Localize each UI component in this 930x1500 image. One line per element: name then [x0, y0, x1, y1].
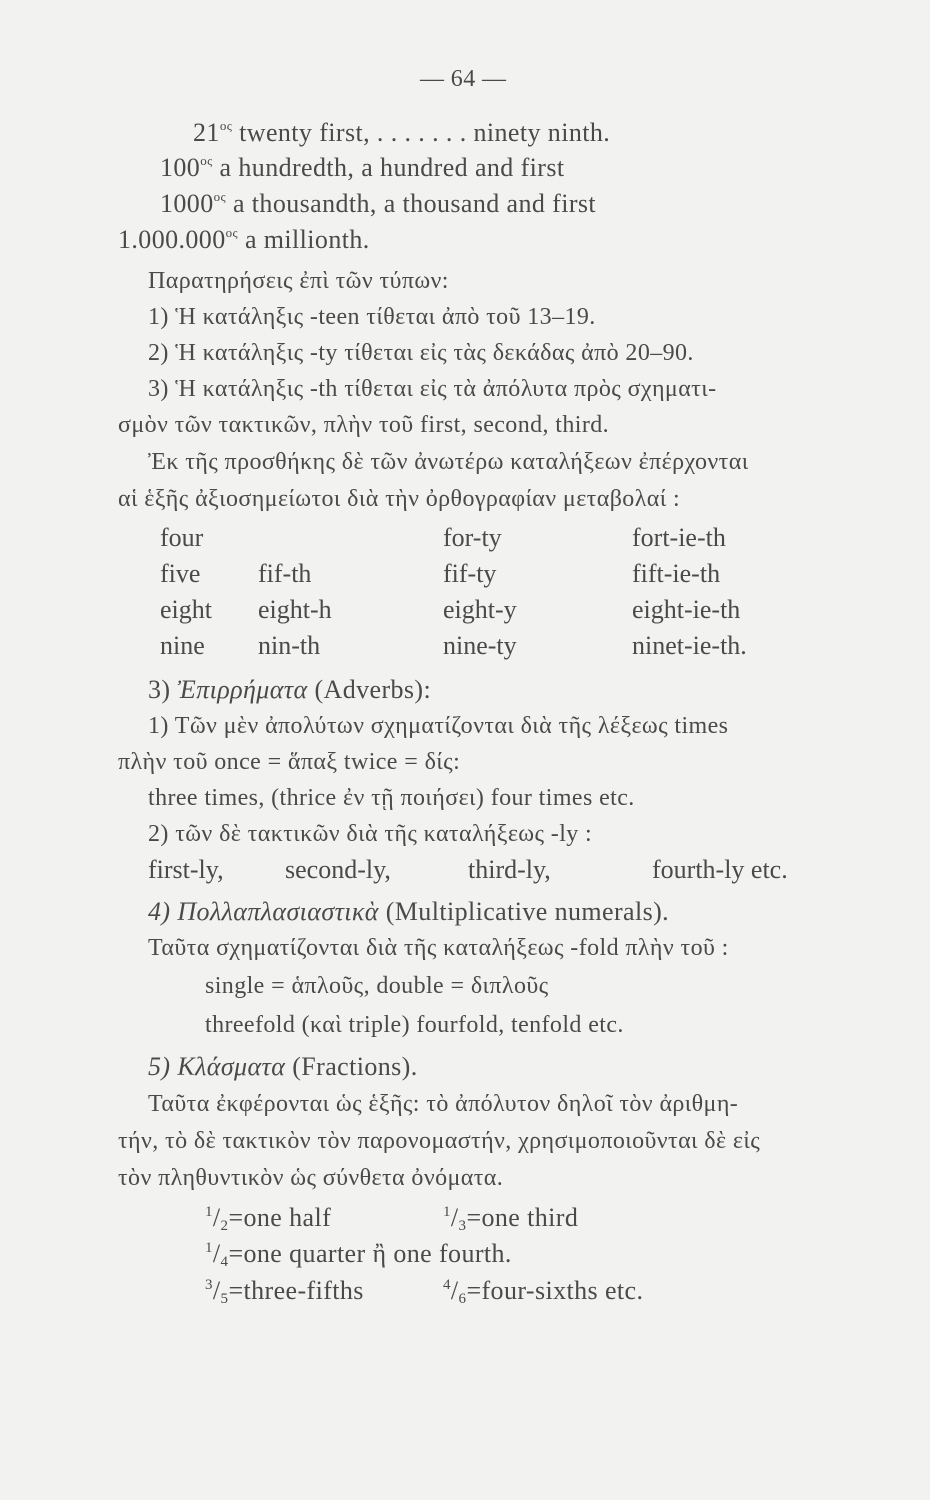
fractions-line: τὸν πληθυντικὸν ὡς σύνθετα ὀνόματα. — [118, 1165, 504, 1191]
ordinal-suffix: ος — [225, 225, 239, 240]
table-cell: eight-ie-th — [632, 595, 741, 624]
fraction-text: =three-fifths — [228, 1276, 364, 1305]
adverbs-heading — [148, 675, 431, 705]
table-cell: eight-h — [258, 595, 332, 624]
table-cell: eight-y — [443, 595, 517, 624]
ordinal-text: twenty first, . . . . . . . ninety ninth. — [232, 118, 611, 147]
ly-example: fourth-ly etc. — [652, 855, 788, 884]
section-number: 4) — [148, 897, 171, 926]
multiplicative-line: threefold (καὶ triple) fourfold, tenfold etc. — [205, 1012, 624, 1038]
table-cell: five — [160, 559, 201, 588]
section-number: 5) — [148, 1052, 171, 1081]
multiplicative-line: Ταῦτα σχηματίζονται διὰ τῆς καταλήξεως -fold πλὴν τοῦ : — [148, 935, 729, 961]
ordinal-number: 21 — [193, 118, 220, 147]
fraction-text: =one half — [228, 1203, 332, 1232]
ordinal-suffix: ος — [200, 153, 213, 168]
fraction-denominator: 6 — [458, 1291, 467, 1307]
table-cell: fort-ie-th — [632, 523, 726, 552]
ordinal-number: 1000 — [160, 189, 214, 218]
section-title-greek: Ἐπιρρήματα — [177, 675, 308, 704]
section-title-english: (Fractions). — [292, 1052, 418, 1081]
section-title-english: (Multiplicative numerals). — [385, 897, 670, 926]
remark-line: 3) Ἡ κατάληξις -th τίθεται εἰς τὰ ἀπόλυτα πρὸς σχηματι- — [148, 376, 717, 402]
page-number: — 64 — — [420, 66, 507, 92]
fractions-line: Ταῦτα ἐκφέρονται ὡς ἑξῆς: τὸ ἀπόλυτον δηλοῖ τὸν ἀριθμη- — [148, 1091, 739, 1117]
fraction-example: $^1/_2=one$ half — [205, 1203, 332, 1234]
table-cell: nine — [160, 631, 205, 660]
fraction-numerator: 1 — [205, 1240, 213, 1256]
fraction-numerator: 1 — [443, 1204, 451, 1220]
ordinal-suffix: ος — [213, 189, 227, 204]
ordinal-text: a thousandth, a thousand and first — [226, 189, 597, 218]
adverbs-line: πλὴν τοῦ once = ἅπαξ twice = δίς: — [118, 749, 461, 775]
remarks-heading: Παρατηρήσεις ἐπὶ τῶν τύπων: — [148, 268, 449, 294]
ordinal-number: 1.000.000 — [118, 225, 226, 254]
fractions-line: τήν, τὸ δὲ τακτικὸν τὸν παρονομαστήν, χρησιμοποιοῦνται δὲ εἰς — [118, 1128, 761, 1154]
remark-line: σμὸν τῶν τακτικῶν, πλὴν τοῦ first, second, third. — [118, 412, 610, 438]
ly-example: second-ly, — [285, 855, 391, 884]
ly-example: first-ly, — [148, 855, 224, 884]
fraction-example: $^3/_5=three$-fifths — [205, 1276, 364, 1307]
adverbs-line: 1) Τῶν μὲν ἀπολύτων σχηματίζονται διὰ τῆς λέξεως times — [148, 713, 729, 739]
ordinal-line — [193, 118, 610, 148]
fraction-numerator: 1 — [205, 1204, 213, 1220]
section-number: 3) — [148, 675, 171, 704]
table-cell: four — [160, 523, 204, 552]
table-cell: for-ty — [443, 523, 502, 552]
table-cell: fift-ie-th — [632, 559, 721, 588]
intro-line: Ἐκ τῆς προσθήκης δὲ τῶν ἀνωτέρω καταλήξεων ἐπέρχονται — [148, 449, 749, 475]
adverbs-line: 2) τῶν δὲ τακτικῶν διὰ τῆς καταλήξεως -ly : — [148, 821, 593, 847]
table-cell: fif-ty — [443, 559, 497, 588]
table-cell: fif-th — [258, 559, 312, 588]
fraction-denominator: 3 — [458, 1218, 467, 1234]
ordinal-suffix: ος — [219, 118, 233, 133]
table-cell: eight — [160, 595, 212, 624]
ordinal-text: a hundredth, a hundred and first — [212, 153, 565, 182]
ordinal-line — [118, 225, 370, 255]
fraction-text: =one third — [466, 1203, 579, 1232]
fraction-denominator: 2 — [220, 1218, 229, 1234]
remark-line: 2) Ἡ κατάληξις -ty τίθεται εἰς τὰς δεκάδας ἀπὸ 20–90. — [148, 340, 694, 366]
section-title-greek: Κλάσματα — [177, 1052, 286, 1081]
fraction-example: $^4/_6=four$-sixths etc. — [443, 1276, 644, 1307]
ordinal-line — [160, 189, 596, 219]
fractions-heading — [148, 1052, 418, 1082]
fraction-text: =one quarter ἢ one fourth. — [228, 1239, 512, 1268]
section-title-english: (Adverbs): — [314, 675, 432, 704]
multiplicative-heading — [148, 897, 669, 927]
table-cell: ninet-ie-th. — [632, 631, 747, 660]
fraction-denominator: 4 — [220, 1254, 229, 1270]
remark-line: 1) Ἡ κατάληξις -teen τίθεται ἀπὸ τοῦ 13–19. — [148, 304, 596, 330]
fraction-text: =four-sixths etc. — [466, 1276, 644, 1305]
adverbs-line: three times, (thrice ἐν τῇ ποιήσει) four times etc. — [148, 785, 635, 811]
ordinal-text: a millionth. — [238, 225, 370, 254]
intro-line: αἱ ἑξῆς ἀξιοσημείωτοι διὰ τὴν ὀρθογραφίαν μεταβολαί : — [118, 486, 681, 512]
fraction-example: $^1/_3=one$ third — [443, 1203, 579, 1234]
table-cell: nin-th — [258, 631, 321, 660]
section-title-greek: Πολλαπλασιαστικὰ — [177, 897, 379, 926]
ly-example: third-ly, — [468, 855, 551, 884]
fraction-numerator: 4 — [443, 1277, 451, 1293]
ordinal-line — [160, 153, 564, 183]
fraction-numerator: 3 — [205, 1277, 213, 1293]
fraction-denominator: 5 — [220, 1291, 229, 1307]
ordinal-number: 100 — [160, 153, 201, 182]
fraction-example: $^1/_4=one$ quarter ἢ one fourth. — [205, 1239, 512, 1270]
multiplicative-line: single = ἁπλοῦς, double = διπλοῦς — [205, 973, 549, 999]
table-cell: nine-ty — [443, 631, 517, 660]
